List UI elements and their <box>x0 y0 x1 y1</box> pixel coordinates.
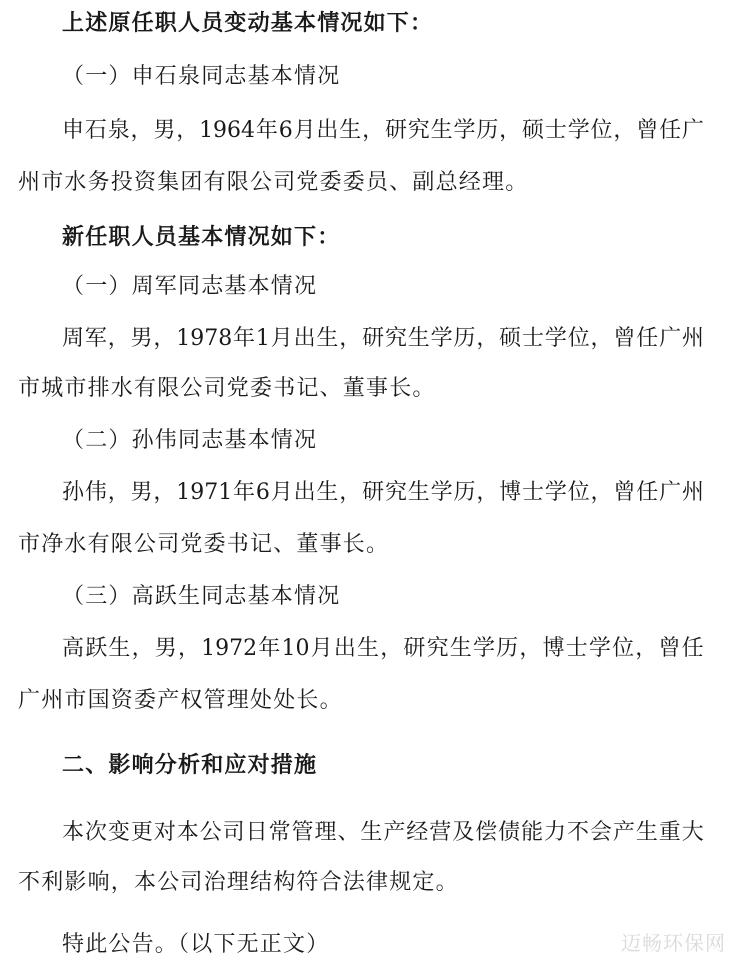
line-glyph: 生 <box>407 326 430 351</box>
paragraph-impact-line2: 不利影响，本公司治理结构符合法律规定。 <box>18 870 459 895</box>
line-glyph: 日 <box>245 820 268 845</box>
line-glyph: ， <box>130 118 153 143</box>
line-glyph: 学 <box>472 636 495 661</box>
line-glyph: 6 <box>255 480 270 505</box>
line-glyph: 学 <box>588 636 611 661</box>
line-glyph: 月 <box>310 636 333 661</box>
section-heading-former-personnel: 上述原任职人员变动基本情况如下： <box>62 10 434 36</box>
line-glyph: 究 <box>384 326 407 351</box>
line-glyph: 大 <box>681 820 704 845</box>
line-glyph: 孙 <box>62 480 85 505</box>
line-glyph: 历 <box>453 326 476 351</box>
line-glyph: 伟 <box>84 480 107 505</box>
line-glyph: ， <box>339 326 362 351</box>
line-glyph: 生 <box>635 820 658 845</box>
line-glyph: 更 <box>130 820 153 845</box>
subheading-gao-yuesheng: （三）高跃生同志基本情况 <box>62 584 341 609</box>
line-glyph: ， <box>635 636 658 661</box>
line-glyph: 州 <box>681 480 704 505</box>
paragraph-gao-yuesheng-line2: 广州市国资委产权管理处处长。 <box>18 688 343 713</box>
line-glyph: 1971 <box>176 480 233 505</box>
line-glyph: 经 <box>406 820 429 845</box>
line-glyph: 研 <box>384 118 407 143</box>
line-glyph: 学 <box>544 326 567 351</box>
paragraph-sun-wei-line1 <box>62 478 704 508</box>
line-glyph: 不 <box>566 820 589 845</box>
line-glyph: ， <box>339 480 362 505</box>
line-glyph: 会 <box>589 820 612 845</box>
line-glyph: 研 <box>362 480 385 505</box>
line-glyph: 学 <box>544 480 567 505</box>
line-glyph: 月 <box>270 480 293 505</box>
line-glyph: ， <box>107 480 130 505</box>
line-glyph: 研 <box>362 326 385 351</box>
line-glyph: 偿 <box>475 820 498 845</box>
line-glyph: 本 <box>62 820 85 845</box>
line-glyph: 营 <box>429 820 452 845</box>
line-glyph: 曾 <box>658 636 681 661</box>
line-glyph: 出 <box>333 636 356 661</box>
line-glyph: 士 <box>522 480 545 505</box>
paragraph-shen-shiquan-line2: 州市水务投资集团有限公司党委委员、副总经理。 <box>18 170 529 195</box>
line-glyph: 位 <box>590 118 613 143</box>
line-glyph: 位 <box>612 636 635 661</box>
line-glyph: 1978 <box>176 326 233 351</box>
line-glyph: 生 <box>407 480 430 505</box>
line-glyph: 泉 <box>107 118 130 143</box>
paragraph-sun-wei-line2: 市净水有限公司党委书记、董事长。 <box>18 532 390 557</box>
line-glyph: 产 <box>383 820 406 845</box>
line-glyph: 月 <box>270 326 293 351</box>
line-glyph: 广 <box>659 326 682 351</box>
line-glyph: 10 <box>281 636 310 661</box>
line-glyph: 石 <box>84 118 107 143</box>
line-glyph: 曾 <box>613 326 636 351</box>
line-glyph: ， <box>380 636 403 661</box>
paragraph-gao-yuesheng-line1 <box>62 634 704 664</box>
line-glyph: 历 <box>476 118 499 143</box>
line-glyph: 生 <box>339 118 362 143</box>
line-glyph: 任 <box>636 326 659 351</box>
line-glyph: 男 <box>153 118 176 143</box>
line-glyph: 历 <box>453 480 476 505</box>
paragraph-shen-shiquan-line1 <box>62 116 704 146</box>
line-glyph: 6 <box>278 118 293 143</box>
line-glyph: 学 <box>430 480 453 505</box>
line-glyph: 理 <box>314 820 337 845</box>
line-glyph: 士 <box>544 118 567 143</box>
line-glyph: 跃 <box>85 636 108 661</box>
line-glyph: 任 <box>659 118 682 143</box>
line-glyph: 本 <box>176 820 199 845</box>
line-glyph: ， <box>107 326 130 351</box>
line-glyph: 1972 <box>201 636 258 661</box>
line-glyph: ， <box>131 636 154 661</box>
line-glyph: 重 <box>658 820 681 845</box>
line-glyph: 生 <box>316 480 339 505</box>
line-glyph: 男 <box>130 480 153 505</box>
line-glyph: 月 <box>293 118 316 143</box>
subheading-sun-wei: （二）孙伟同志基本情况 <box>62 428 318 453</box>
line-glyph: 硕 <box>522 118 545 143</box>
paragraph-zhou-jun-line2: 市城市排水有限公司党委书记、董事长。 <box>18 376 436 401</box>
line-glyph: 州 <box>681 326 704 351</box>
line-glyph: 年 <box>255 118 278 143</box>
line-glyph: 出 <box>316 118 339 143</box>
line-glyph: ， <box>519 636 542 661</box>
line-glyph: 男 <box>154 636 177 661</box>
line-glyph: 曾 <box>613 480 636 505</box>
line-glyph: 广 <box>681 118 704 143</box>
line-glyph: 周 <box>62 326 85 351</box>
line-glyph: 及 <box>452 820 475 845</box>
line-glyph: 学 <box>453 118 476 143</box>
line-glyph: 、 <box>337 820 360 845</box>
line-glyph: 生 <box>430 118 453 143</box>
line-glyph: ， <box>590 326 613 351</box>
line-glyph: 年 <box>258 636 281 661</box>
line-glyph: 产 <box>612 820 635 845</box>
line-glyph: 公 <box>199 820 222 845</box>
line-glyph: ， <box>176 118 199 143</box>
line-glyph: ， <box>153 480 176 505</box>
line-glyph: 出 <box>293 326 316 351</box>
line-glyph: 任 <box>681 636 704 661</box>
line-glyph: 1964 <box>199 118 256 143</box>
line-glyph: 对 <box>153 820 176 845</box>
line-glyph: 学 <box>567 118 590 143</box>
line-glyph: 位 <box>567 480 590 505</box>
line-glyph: 士 <box>522 326 545 351</box>
line-glyph: 究 <box>407 118 430 143</box>
paragraph-zhou-jun-line1 <box>62 324 704 354</box>
line-glyph: 力 <box>544 820 567 845</box>
line-glyph: 变 <box>107 820 130 845</box>
closing-statement: 特此公告。（以下无正文） <box>62 932 330 957</box>
line-glyph: 士 <box>565 636 588 661</box>
line-glyph: 博 <box>542 636 565 661</box>
line-glyph: 出 <box>293 480 316 505</box>
line-glyph: 军 <box>84 326 107 351</box>
section-heading-impact-analysis: 二、影响分析和应对措施 <box>62 752 318 778</box>
line-glyph: ， <box>476 326 499 351</box>
line-glyph: 管 <box>291 820 314 845</box>
line-glyph: ， <box>362 118 385 143</box>
section-heading-new-personnel: 新任职人员基本情况如下： <box>62 224 341 250</box>
line-glyph: 1 <box>255 326 270 351</box>
paragraph-impact-line1 <box>62 818 704 848</box>
subheading-zhou-jun: （一）周军同志基本情况 <box>62 274 318 299</box>
line-glyph: 男 <box>130 326 153 351</box>
line-glyph: 究 <box>426 636 449 661</box>
line-glyph: ， <box>153 326 176 351</box>
line-glyph: 年 <box>233 480 256 505</box>
line-glyph: 硕 <box>499 326 522 351</box>
line-glyph: 债 <box>498 820 521 845</box>
line-glyph: 生 <box>108 636 131 661</box>
line-glyph: ， <box>177 636 200 661</box>
line-glyph: 广 <box>659 480 682 505</box>
line-glyph: 生 <box>357 636 380 661</box>
line-glyph: 次 <box>84 820 107 845</box>
line-glyph: 位 <box>567 326 590 351</box>
line-glyph: 司 <box>222 820 245 845</box>
line-glyph: 博 <box>499 480 522 505</box>
line-glyph: ， <box>613 118 636 143</box>
subheading-shen-shiquan: （一）申石泉同志基本情况 <box>62 64 341 89</box>
line-glyph: ， <box>476 480 499 505</box>
line-glyph: 高 <box>62 636 85 661</box>
line-glyph: 申 <box>62 118 85 143</box>
line-glyph: ， <box>590 480 613 505</box>
line-glyph: 研 <box>403 636 426 661</box>
watermark-text: 迈畅环保网 <box>621 931 726 955</box>
line-glyph: 年 <box>233 326 256 351</box>
line-glyph: 生 <box>316 326 339 351</box>
line-glyph: 究 <box>384 480 407 505</box>
line-glyph: 历 <box>496 636 519 661</box>
line-glyph: ， <box>499 118 522 143</box>
line-glyph: 能 <box>521 820 544 845</box>
line-glyph: 生 <box>360 820 383 845</box>
line-glyph: 学 <box>430 326 453 351</box>
line-glyph: 曾 <box>636 118 659 143</box>
line-glyph: 常 <box>268 820 291 845</box>
line-glyph: 生 <box>449 636 472 661</box>
line-glyph: 任 <box>636 480 659 505</box>
